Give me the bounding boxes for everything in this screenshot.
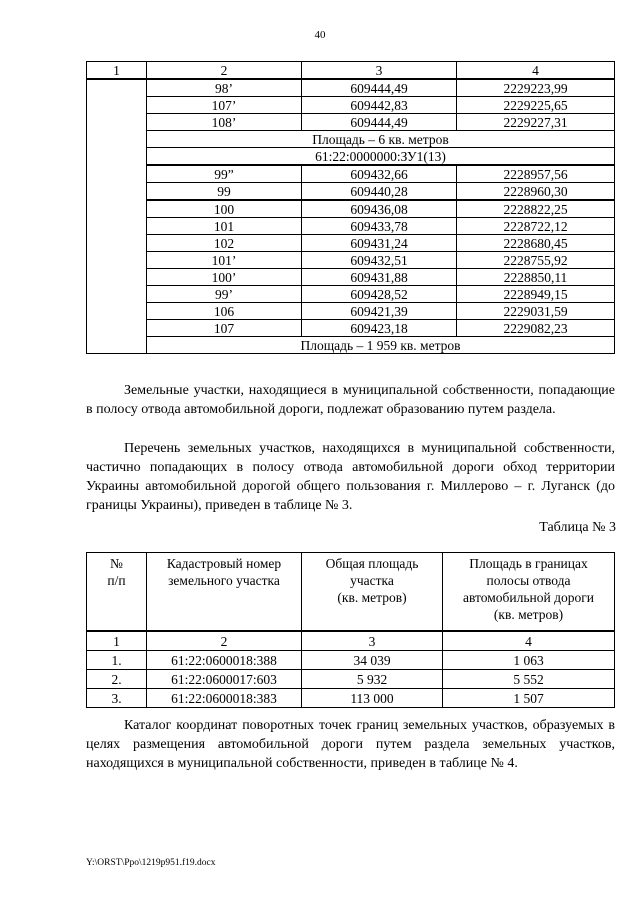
paragraph-parcels-division: Земельные участки, находящиеся в муниципальной собственности, попадающие в полосу отвода автомобильной дороги, подлежат образованию путем раздела. [86, 383, 615, 417]
header-cell: Площадь в границах полосы отвода автомобильной дороги (кв. метров) [443, 553, 615, 632]
merged-number-cell [87, 79, 147, 354]
coordinate-row: 101 609433,78 2228722,12 [87, 218, 615, 235]
paragraph-coordinates-catalog: Каталог координат поворотных точек границ земельных участков, образуемых в целях размещения автомобильной дороги путем раздела земельных участков, находящихся в муниципальной собственности, приведен в таблице № 4. [86, 718, 615, 771]
paragraph-parcel-list: Перечень земельных участков, находящихся в муниципальной собственности, частично попадающих в полосу отвода автомобильной дороги обход территории Украины автомобильной дорогой общего пользования г. Миллерово – г. Луганск (до границы Украины), приведен в таблице № 3. [86, 441, 615, 513]
table-header-row [87, 553, 615, 632]
header-cell: № п/п [87, 553, 147, 632]
table-index-row: 1 2 3 4 [87, 631, 615, 651]
file-path-footer: Y:\ORST\Ppo\1219p951.f19.docx [86, 858, 216, 868]
coordinate-row: 100 609436,08 2228822,25 [87, 200, 615, 218]
coordinate-row: 98’ 609444,49 2229223,99 [87, 79, 615, 97]
table-row: 3. 61:22:0600018:383 113 000 1 507 [87, 689, 615, 708]
coordinate-row: 108’ 609444,49 2229227,31 [87, 114, 615, 131]
coordinate-row: 99’ 609428,52 2228949,15 [87, 286, 615, 303]
coordinate-row: 100’ 609431,88 2228850,11 [87, 269, 615, 286]
header-cell: Общая площадь участка (кв. метров) [302, 553, 443, 632]
area-summary-row: 61:22:0000000:ЗУ1(13) [87, 148, 615, 166]
area-summary-row: Площадь – 1 959 кв. метров [87, 337, 615, 354]
header-cell: Кадастровый номер земельного участка [147, 553, 302, 632]
coordinates-table [86, 61, 615, 354]
coordinate-row: 106 609421,39 2229031,59 [87, 303, 615, 320]
coordinate-row: 107’ 609442,83 2229225,65 [87, 97, 615, 114]
page-number: 40 [314, 29, 326, 41]
coordinate-row: 101’ 609432,51 2228755,92 [87, 252, 615, 269]
coordinates-header-row: 1 2 3 4 [87, 62, 615, 80]
coordinate-row: 107 609423,18 2229082,23 [87, 320, 615, 337]
coordinate-row: 99 609440,28 2228960,30 [87, 183, 615, 201]
parcels-table [86, 552, 615, 708]
coordinate-row: 102 609431,24 2228680,45 [87, 235, 615, 252]
area-summary-row: Площадь – 6 кв. метров [87, 131, 615, 148]
coordinate-row: 99” 609432,66 2228957,56 [87, 165, 615, 183]
table-3-caption: Таблица № 3 [539, 520, 616, 535]
table-row: 1. 61:22:0600018:388 34 039 1 063 [87, 651, 615, 670]
table-row: 2. 61:22:0600017:603 5 932 5 552 [87, 670, 615, 689]
